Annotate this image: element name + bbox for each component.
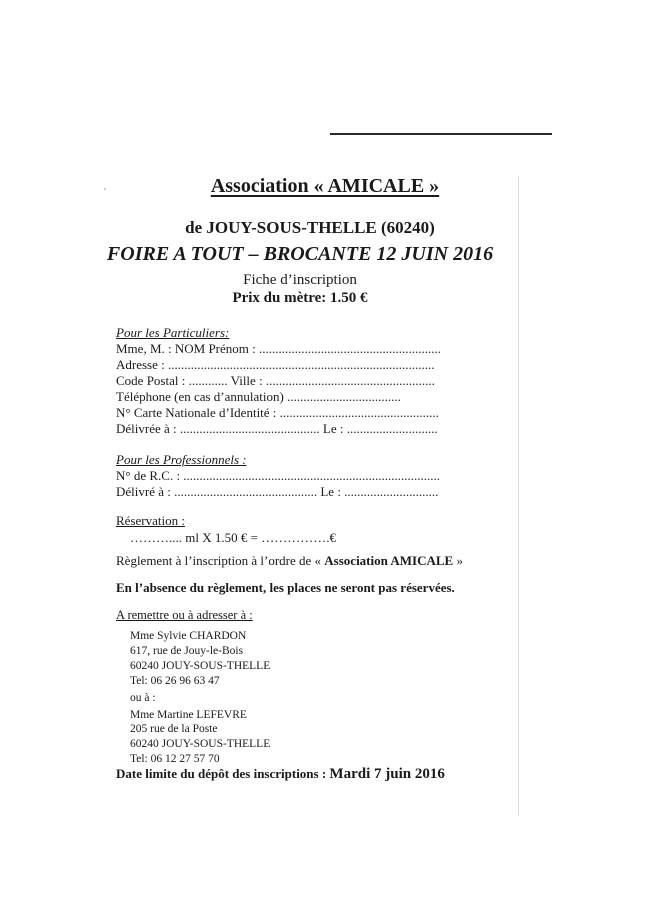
no-payment-notice: En l’absence du règlement, les places ne seront pas réservées. bbox=[116, 580, 455, 595]
professionnels-heading: Pour les Professionnels : bbox=[116, 452, 247, 467]
contacts-heading: A remettre ou à adresser à : bbox=[116, 608, 253, 622]
reservation-calc: ……….... ml X 1.50 € = …………….€ bbox=[130, 530, 336, 545]
field-numero-rc: N° de R.C. : ............................................................................... bbox=[116, 468, 441, 483]
payment-prefix: Règlement à l’inscription à l’ordre de « bbox=[116, 553, 325, 568]
field-nom-prenom: Mme, M. : NOM Prénom : ........................................................ bbox=[116, 341, 441, 356]
deadline-line bbox=[116, 766, 445, 783]
payment-suffix: » bbox=[453, 553, 463, 568]
particuliers-heading: Pour les Particuliers: bbox=[116, 325, 230, 340]
field-code-postal-ville: Code Postal : ............ Ville : .................................................... bbox=[116, 373, 435, 388]
field-delivre: Délivré à : ............................................ Le : ............................. bbox=[116, 484, 439, 499]
contact-2-street: 205 rue de la Poste bbox=[130, 723, 218, 735]
contact-1-street: 617, rue de Jouy-le-Bois bbox=[130, 645, 244, 657]
field-delivree: Délivrée à : ........................................... Le : ............................ bbox=[116, 421, 438, 436]
form-name: Fiche d’inscription bbox=[243, 272, 357, 288]
field-carte-identite: N° Carte Nationale d’Identité : ................................................. bbox=[116, 405, 439, 420]
contact-1-name: Mme Sylvie CHARDON bbox=[130, 630, 247, 642]
contact-2-city: 60240 JOUY-SOUS-THELLE bbox=[130, 738, 271, 750]
field-telephone: Téléphone (en cas d’annulation) ................................... bbox=[116, 389, 401, 404]
payment-line bbox=[116, 553, 463, 569]
deadline-date: Mardi 7 juin 2016 bbox=[329, 766, 445, 782]
scan-artifact-line bbox=[330, 133, 552, 135]
event-title: FOIRE A TOUT – BROCANTE 12 JUIN 2016 bbox=[106, 243, 494, 265]
association-title: Association « AMICALE » bbox=[210, 175, 440, 197]
contact-1-phone: Tel: 06 26 96 63 47 bbox=[130, 675, 220, 687]
field-adresse: Adresse : .................................................................................. bbox=[116, 357, 435, 372]
contact-2-phone: Tel: 06 12 27 57 70 bbox=[130, 753, 220, 765]
contact-2-name: Mme Martine LEFEVRE bbox=[130, 709, 247, 721]
contact-1-city: 60240 JOUY-SOUS-THELLE bbox=[130, 660, 271, 672]
payment-org: Association AMICALE bbox=[324, 553, 454, 568]
contacts-or-label: ou à : bbox=[130, 692, 156, 704]
deadline-label: Date limite du dépôt des inscriptions : bbox=[116, 766, 330, 781]
association-subtitle: de JOUY-SOUS-THELLE (60240) bbox=[185, 218, 435, 237]
reservation-heading: Réservation : bbox=[116, 513, 185, 528]
price-per-meter: Prix du mètre: 1.50 € bbox=[232, 290, 368, 306]
